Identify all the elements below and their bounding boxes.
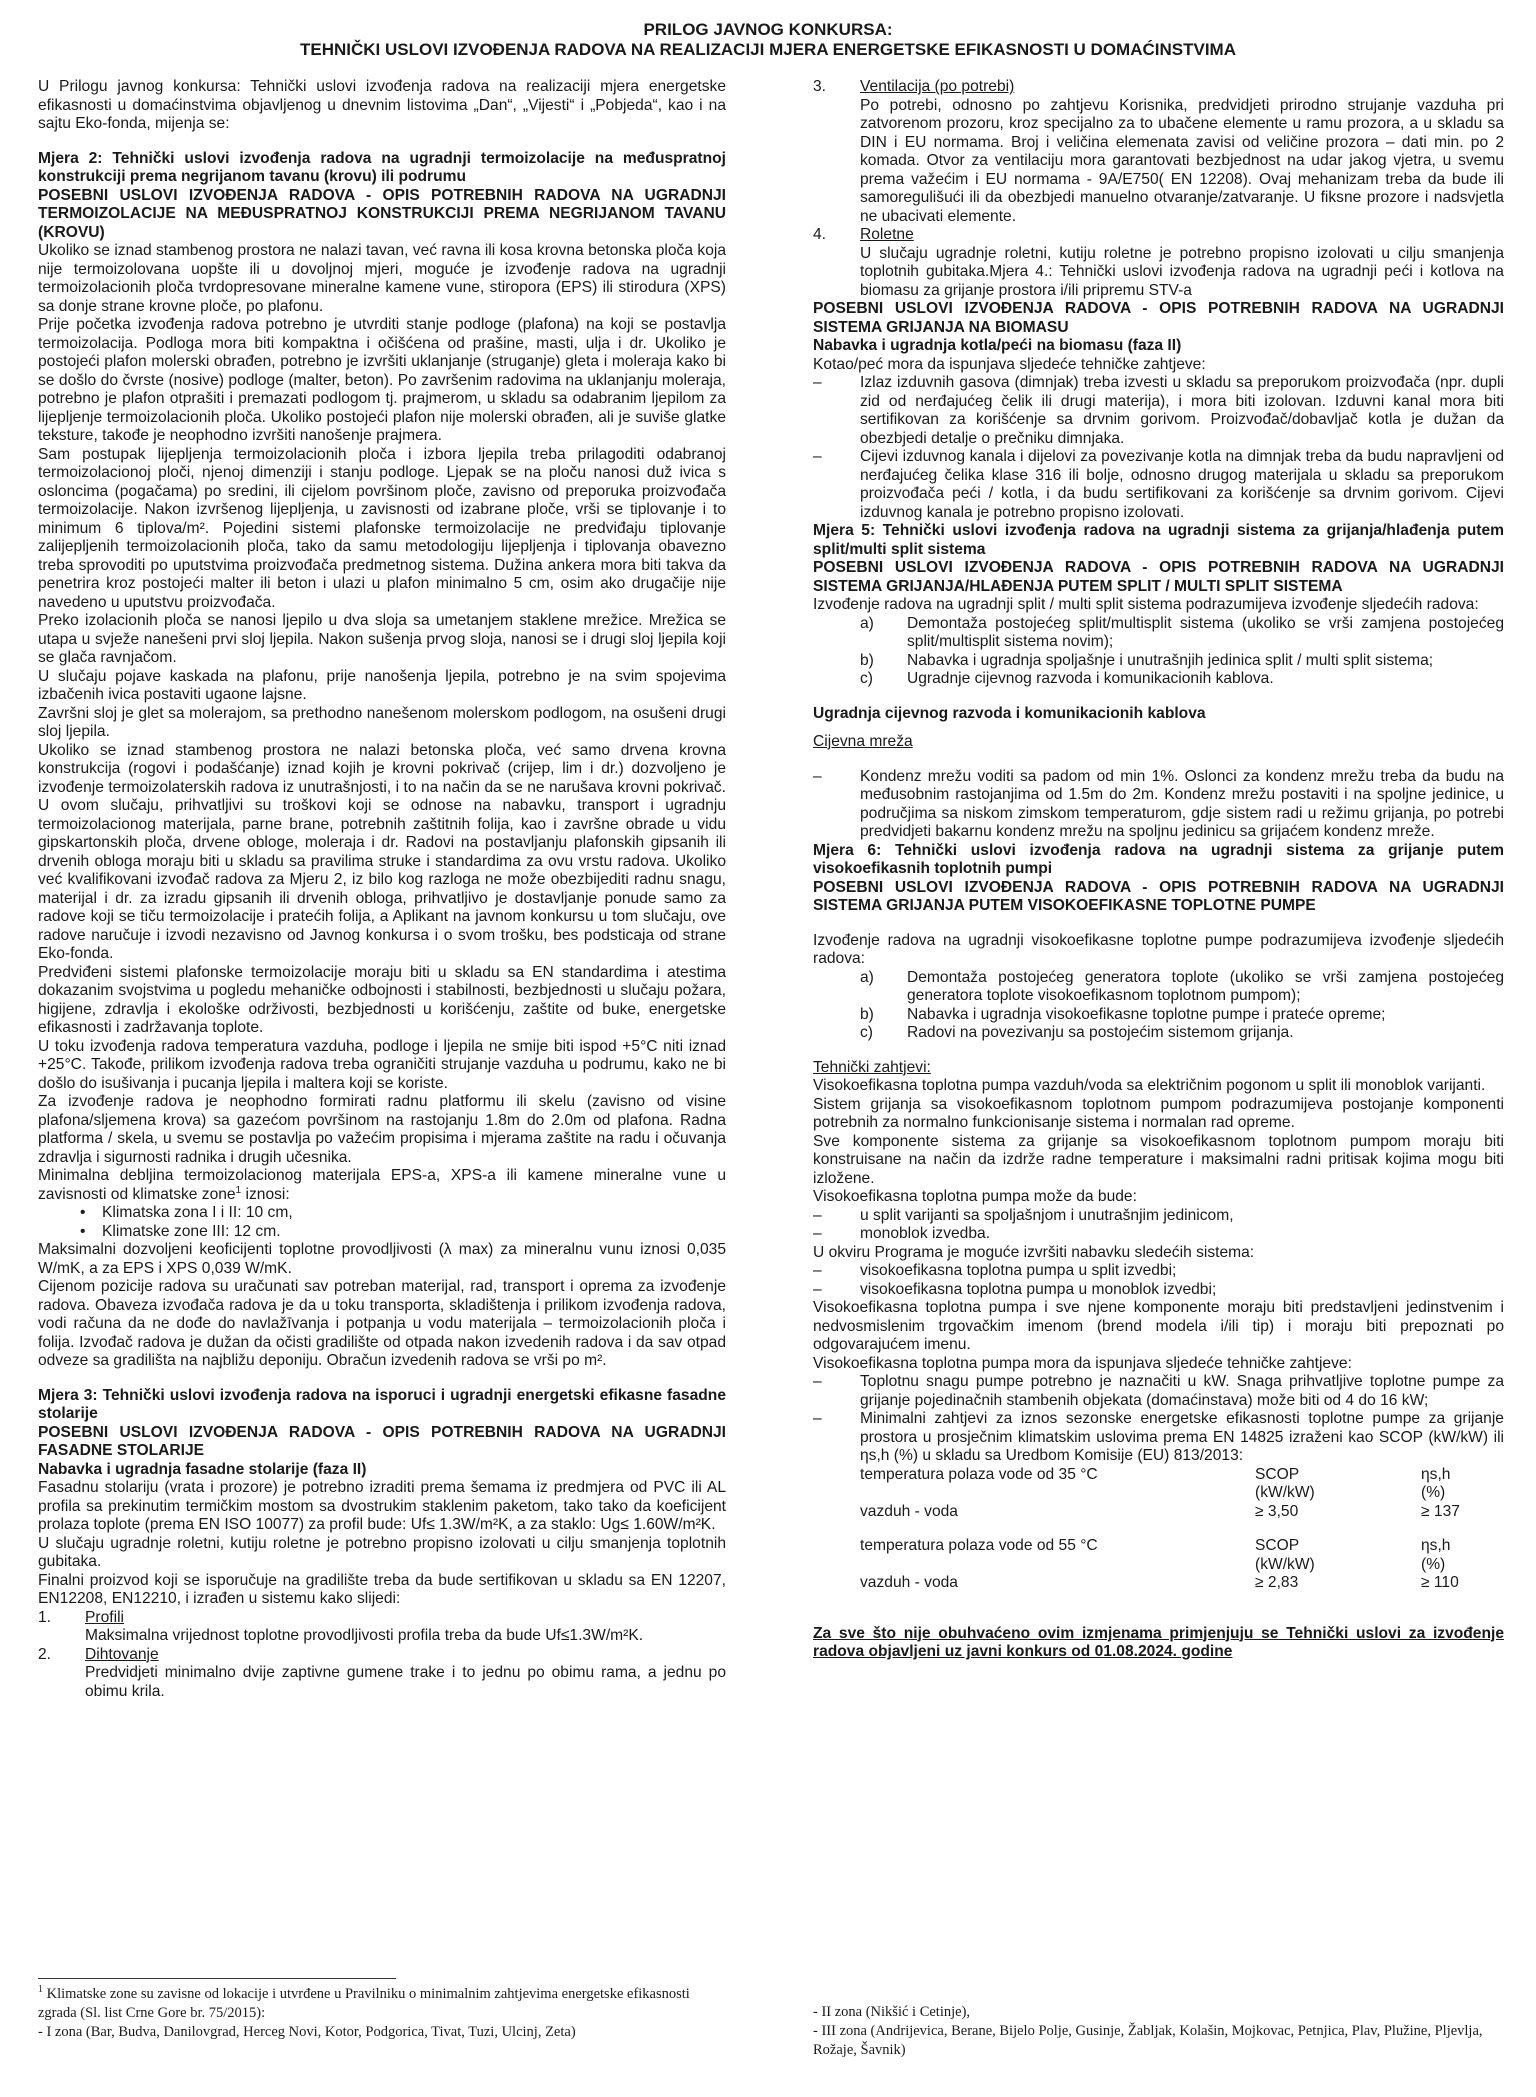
lettered-item: a) Demontaža postojećeg split/multisplit sistema (ukoliko se vrši zamjena postojećeg split/multisplit sistema novim); [860, 614, 1504, 650]
right-column [813, 78, 1504, 1662]
measure-4-phase: Nabavka i ugradnja kotla/peći na biomasu (faza II) [813, 337, 1182, 354]
item-title: Roletne [860, 226, 914, 243]
bullet-item: • Klimatska zona I i II: 10 cm, [80, 1204, 293, 1221]
install-title: Ugradnja cijevnog razvoda i komunikacionih kablova [813, 704, 1206, 722]
paragraph: U toku izvođenja radova temperatura vazduha, podloge i ljepila ne smije biti ispod +5°C niti iznad +25°C. Takođe, prilikom izvođenja radova treba ograničiti strujanje vazduha u podrumu, kako ne bi došlo do isušivanja i pucanja ljepila i maltera koji se koriste. [38, 1037, 726, 1092]
dash-item: – monoblok izvedba. [813, 1225, 991, 1242]
lettered-item: a) Demontaža postojećeg generatora toplote (ukoliko se vrši zamjena postojećeg generatora toplote visokoefikasnom toplotnom pumpom); [860, 968, 1504, 1004]
paragraph: Kotao/peć mora da ispunjava sljedeće tehničke zahtjeve: [813, 355, 1206, 373]
document-header [0, 20, 1536, 60]
dash-icon: – [813, 1410, 822, 1427]
paragraph: Prije početka izvođenja radova potrebno je utvrditi stanje podloge (plafona) na koji se postavlja termoizolacija. Podloga mora biti kompaktna i očišćena od prašine, masti, ulja i dr. Ukoliko je postojeći plafon molerski obrađen, potrebno je izvršiti uklanjanje (struganje) gleta i moleraja kako bi se došlo do čvrste (nosive) podloge (malter, beton). Po završenim radovima na uklanjanju moleraja, potrebno je plafon otprašiti i premazati podlogom tj. prajmerom, u skladu sa odabranim ljepilom za lijepljenje termoizolacionih ploča. Ukoliko postojeći plafon nije molerski obrađen, ali je suviše glatke teksture, takođe je neophodno izvršiti nanošenje prajmera. [38, 316, 726, 444]
paragraph: Preko izolacionih ploča se nanosi ljepilo u dva sloja sa umetanjem staklene mrežice. Mrežica se utapa u svježe nanešeni prvi sloj ljepila. Nakon sušenja prvog sloja, nanosi se i drugi sloj ljepila koji se glača ravnjačom. [38, 612, 726, 666]
paragraph: Visokoefikasna toplotna pumpa vazduh/voda sa električnim pogonom u split ili monoblok varijanti. [813, 1077, 1486, 1094]
measure-3-subtitle: POSEBNI USLOVI IZVOĐENJA RADOVA - OPIS POTREBNIH RADOVA NA UGRADNJI FASADNE STOLARIJE [38, 1423, 726, 1459]
numbered-item: 2. Dihtovanje Predvidjeti minimalno dvije zaptivne gumene trake i to jednu po obimu rama, a jednu po obimu krila. [38, 1645, 726, 1700]
measure-4-subtitle: POSEBNI USLOVI IZVOĐENJA RADOVA - OPIS POTREBNIH RADOVA NA UGRADNJI SISTEMA GRIJANJA NA BIOMASU [813, 300, 1504, 336]
measure-5-subtitle: POSEBNI USLOVI IZVOĐENJA RADOVA - OPIS POTREBNIH RADOVA NA UGRADNJI SISTEMA GRIJANJA/HLAĐENJA PUTEM SPLIT / MULTI SPLIT SISTEMA [813, 559, 1504, 595]
dash-icon: – [813, 374, 822, 391]
dash-icon: – [813, 1280, 822, 1298]
item-title: Dihtovanje [85, 1645, 159, 1663]
dash-item: – Kondenz mrežu voditi sa padom od min 1%. Oslonci za kondenz mrežu treba da budu na međusobnim rastojanjima od 1.5m do 2m. Kondenz mrežu postaviti i na spoljne jedinice, u područjima sa niskom zimskom temperaturom, gdje sistem radi u režimu grijanja, po potrebi predvidjeti bakarnu kondenz mrežu na spoljnu jedinicu sa grijaćem kondenz mreže. [813, 767, 1504, 840]
pipe-network-title: Cijevna mreža [813, 733, 913, 750]
dash-icon: – [813, 1206, 822, 1224]
item-title: Ventilacija (po potrebi) [860, 78, 1015, 95]
paragraph: Maksimalni dozvoljeni keoficijenti toplotne provodljivosti (λ max) za mineralnu vunu iznosi 0,035 W/mK, a za EPS i XPS 0,039 W/mK. [38, 1241, 726, 1277]
dash-icon: – [813, 767, 822, 785]
paragraph: Cijenom pozicije radova su uračunati sav potreban materijal, rad, transport i oprema za izvođenje radova. Obaveza izvođača radova je da u toku transporta, skladištenja i prilikom izvođenja radova, vodi računa da ne dođe do navlažīvanja i potpanja u vodu materijala – termoizolacionih ploča i folija. Izvođač radova je dužan da očisti gradilište od otpada nakon izvedenih radova i da sav otpad odveze sa gradilišta na najbližu deponiju. Obračun izvedenih radova se vrši po m². [38, 1278, 726, 1369]
paragraph: Sve komponente sistema za grijanje sa visokoefikasnom toplotnom pumpom moraju biti konstruisane na način da izdrže radne temperature i maksimalni radni pritisak kojima mogu biti izložene. [813, 1132, 1504, 1187]
paragraph: Ukoliko se iznad stambenog prostora ne nalazi tavan, već ravna ili kosa krovna betonska ploča koja nije termoizolovana uopšte ili u dovoljnoj mjeri, moguće je izvođenje radova na ugradnji termoizolacionih ploča tvrdopresovane mineralne kamene vune, stiropora (EPS) ili stirodura (XPS) sa donje strane krovne ploče, po plafonu. [38, 242, 726, 315]
dash-item: – visokoefikasna toplotna pumpa u monoblok izvedbi; [813, 1280, 1217, 1298]
paragraph-thickness: Minimalna debljina termoizolacionog materijala EPS-a, XPS-a ili kamene mineralne vune u zavisnosti od klimatske zone$^1$ iznosi: [38, 1167, 726, 1203]
paragraph: Visokoefikasna toplotna pumpa i sve njene komponente moraju biti predstavljeni jedinstvenim i nedvosmislenim trgovačkim imenom (brend modela i/ili tip) i moraju biti prepoznati po odgovarajućem imenu. [813, 1299, 1504, 1353]
scop-table-35: temperatura polaza vode od 35 °C SCOP ηs,h (kW/kW) (%) vazduh - voda ≥ 3,50 ≥ 137 [860, 1465, 1460, 1520]
footnote-right: - II zona (Nikšić i Cetinje), - III zona (Andrijevica, Berane, Bijelo Polje, Gusinje, Žabljak, Kolašin, Mojkovac, Petnjica, Plav, Plužine, Pljevlja, Rožaje, Šavnik) [813, 2004, 1483, 2058]
tech-req-title: Tehnički zahtjevi: [813, 1058, 931, 1076]
paragraph: Sistem grijanja sa visokoefikasnom toplotnom pumpom podrazumijeva postojanje komponenti potrebnih za normalno funkcionisanje sistema i normalan rad opreme. [813, 1095, 1504, 1131]
closing-note: Za sve što nije obuhvaćeno ovim izmjenama primjenjuju se Tehnički uslovi za izvođenje radova objavljeni uz javni konkurs od 01.08.2024. godine [813, 1624, 1504, 1660]
numbered-item: 4. Roletne U slučaju ugradnje roletni, kutiju roletne je potrebno propisno izolovati u cilju smanjenja toplotnih gubitaka.Mjera 4.: Tehnički uslovi izvođenja radova na ugradnji peći i kotlova na biomasu za grijanje prostora i/ili pripremu STV-a [813, 226, 1504, 299]
left-column [38, 78, 726, 1701]
measure-6-title: Mjera 6: Tehnički uslovi izvođenja radova na ugradnji sistema za grijanje putem visokoefikasnih toplotnih pumpi [813, 841, 1504, 877]
paragraph: U okviru Programa je moguće izvršiti nabavku sledećih sistema: [813, 1243, 1255, 1261]
lettered-item: c) Ugradnje cijevnog razvoda i komunikacionih kablova. [860, 670, 1274, 687]
header-line-1: PRILOG JAVNOG KONKURSA: [643, 20, 893, 39]
dash-item: – u split varijanti sa spoljašnjom i unutrašnjim jedinicom, [813, 1206, 1234, 1224]
bullet-icon: • [80, 1204, 86, 1221]
dash-item: – Cijevi izduvnog kanala i dijelovi za povezivanje kotla na dimnjak treba da budu napravljeni od nerđajućeg čelika klase 316 ili bolje, odnosno drugog materijala u skladu sa preporukom proizvođača peći / kotla, i da budu sertifikovani za korišćenje sa drvnim gorivom. Cijevi izduvnog kanala je potrebno propisno izolovati. [813, 448, 1504, 521]
measure-3-phase: Nabavka i ugradnja fasadne stolarije (faza II) [38, 1460, 367, 1478]
paragraph: Sam postupak lijepljenja termoizolacionih ploča i izbora ljepila treba prilagoditi odabranoj termoizolacionoj ploči, njenoj dimenziji i stanju podloge. Ljepak se na ploču nanosi duž ivica s osloncima (pogačama) po sredini, ili cijelom površinom ploče, zavisno od preporuka proizvođača termoizolacije. Nakon izvršenog lijepljenja, u zavisnosti od izabrane ploče, vrši se tiplovanje i to minimum 6 tiplova/m². Pojedini sistemi plafonske termoizolacije ne predviđaju tiplovanje zalijepljenih termoizolacionih ploča, tako da samu metodologiju lijepljenja i tiplovanja obavezno treba sprovoditi po uputstvima proizvođača predmetnog sistema. Dužina ankera mora biti takva da penetrira kroz postojeći malter ili beton i ulazi u plafon minimalno 5 cm, osim ako drugačije nije navedeno u uputstvu proizvođača. [38, 445, 726, 611]
lettered-item: b) Nabavka i ugradnja visokoefikasne toplotne pumpe i prateće opreme; [860, 1005, 1386, 1023]
measure-6-subtitle: POSEBNI USLOVI IZVOĐENJA RADOVA - OPIS POTREBNIH RADOVA NA UGRADNJI SISTEMA GRIJANJA PUTEM VISOKOEFIKASNE TOPLOTNE PUMPE [813, 878, 1504, 914]
paragraph: Izvođenje radova na ugradnji visokoefikasne toplotne pumpe podrazumijeva izvođenje sljedećih radova: [813, 931, 1504, 967]
scop-table-55: temperatura polaza vode od 55 °C SCOP ηs,h (kW/kW) (%) vazduh - voda ≥ 2,83 ≥ 110 [860, 1537, 1459, 1591]
paragraph: Završni sloj je glet sa molerajom, sa prethodno nanešenom molerskom podlogom, na osušeni drugi sloj ljepila. [38, 704, 726, 740]
measure-3-title: Mjera 3: Tehnički uslovi izvođenja radova na isporuci i ugradnji energetski efikasne fasadne stolarije [38, 1386, 726, 1422]
paragraph: Finalni proizvod koji se isporučuje na gradilište treba da bude sertifikovan u skladu sa EN 12207, EN12208, EN12210, i izrađen u sistemu kako slijedi: [38, 1571, 726, 1607]
numbered-item: 3. Ventilacija (po potrebi) Po potrebi, odnosno po zahtjevu Korisnika, predvidjeti prirodno strujanje vazduha pri zatvorenom prozoru, kroz specijalno za to ubačene elemente u ramu prozora, a u skladu sa DIN i EU normama. Broj i veličina elemenata zavisi od veličine prozora – dati min. po 2 komada. Otvor za ventilaciju mora garantovati bezbjednost na udar jakog vjetra, u svemu prema važećim i EU normama - 9A/E750( EN 12208). Ovaj mehanizam treba da bude ili samoregulišući ili da obezbjedi manuelno otvaranje/zatvaranje. U fiksne prozore i nadsvjetla ne ubacivati elemente. [813, 78, 1504, 225]
paragraph: U slučaju pojave kaskada na plafonu, prije nanošenja ljepila, potrebno je na svim spojevima izbačenih ivica postaviti ugaone lajsne. [38, 667, 726, 703]
footnote-ref: 1 [235, 1184, 242, 1196]
dash-item: – visokoefikasna toplotna pumpa u split izvedbi; [813, 1262, 1177, 1279]
paragraph: Ukoliko se iznad stambenog prostora ne nalazi betonska ploča, već samo drvena krovna konstrukcija (rogovi i podašćanje) iznad kojih je krovni pokrivač (crijep, lim i dr.) dozvoljeno je izvođenje termoizolaterskih radova iz unutrašnjosti, i to na način da se ne narušava krovni pokrivač. U ovom slučaju, prihvatljivi su troškovi koji se odnose na nabavku, transport i ugradnju termoizolacionog materijala, parne brane, potrebnih zaštitnih folija, kao i završne obrade u vidu gipskartonskih ploča, drvene obloge, moleraja i dr. Radovi na postavljanju plafonskih gipsanih ili drvenih obloga moraju biti u skladu sa pravilima struke i standardima za ovu vrstu radova. Ukoliko već kvalifikovani izvođač radova za Mjeru 2, iz bilo kog razloga ne može obezbijediti radnu snagu, materijal i dr. za izradu gipsanih ili drvenih obloga, prihvatljivo je dostavljanje ponude samo za radove koji se tiču termoizolacije i pratećih folija, a Aplikant na javnom konkursu u tom slučaju, ove radove naručuje i izvodi nezavisno od Javnog konkursa i o svom trošku, bes podsticaja od strane Eko-fonda. [38, 741, 726, 962]
intro-paragraph: U Prilogu javnog konkursa: Tehnički uslovi izvođenja radova na realizaciji mjera energetske efikasnosti u domaćinstvima objavljenog u dnevnim listovima „Dan“, „Vijesti“ i „Pobjeda“, kao i na sajtu Eko-fonda, mijenja se: [38, 78, 726, 132]
paragraph: U slučaju ugradnje roletni, kutiju roletne je potrebno propisno izolovati u cilju smanjenja toplotnih gubitaka. [38, 1534, 726, 1570]
paragraph: Predviđeni sistemi plafonske termoizolacije moraju biti u skladu sa EN standardima i atestima dokazanim svojstvima u pogledu mehaničke odbojnosti i stabilnosti, bezbjednosti u slučaju požara, higijene, zdravlja i ekološke održivosti, bezbjednosti u korišćenju, zaštite od buke, energetske efikasnosti i zadržavanja toplote. [38, 963, 726, 1036]
dash-icon: – [813, 1262, 822, 1279]
paragraph: Fasadnu stolariju (vrata i prozore) je potrebno izraditi prema šemama iz predmjera od PVC ili AL profila sa prekinutim termičkim mostom sa dvostrukim staklenim paketom, tako tako da koeficijent prolaza toplote (prema EN ISO 10077) za profil bude: Uf≤ 1.3W/m²K, a za staklo: Ug≤ 1.60W/m²K. [38, 1479, 726, 1533]
paragraph: Izvođenje radova na ugradnji split / multi split sistema podrazumijeva izvođenje sljedećih radova: [813, 596, 1479, 613]
bullet-icon: • [80, 1222, 86, 1240]
footnote-left: $^1$ Klimatske zone su zavisne od lokacije i utvrđene u Pravilniku o minimalnim zahtjevima energetske efikasnosti zgrada (Sl. list Crne Gore br. 75/2015): - I zona (Bar, Budva, Danilovgrad, Herceg Novi, Kotor, Podgorica, Tivat, Tuzi, Ulcinj, Zeta) [38, 1984, 690, 2040]
item-title: Profili [85, 1608, 124, 1626]
dash-item: – Minimalni zahtjevi za iznos sezonske energetske efikasnosti toplotne pumpe za grijanje prostora u prosječnim klimatskim uslovima prema EN 14825 izraženi kao SCOP (kW/kW) ili ηs,h (%) u skladu sa Uredbom Komisije (EU) 813/2013: [813, 1410, 1504, 1464]
header-line-2: TEHNIČKI USLOVI IZVOĐENJA RADOVA NA REALIZACIJI MJERA ENERGETSKE EFIKASNOSTI U DOMAĆINSTVIMA [299, 40, 1236, 59]
lettered-item: c) Radovi na povezivanju sa postojećim sistemom grijanja. [860, 1024, 1294, 1041]
paragraph: Visokoefikasna toplotna pumpa mora da ispunjava sljedeće tehničke zahtjeve: [813, 1354, 1352, 1372]
dash-item: – Toplotnu snagu pumpe potrebno je naznačiti u kW. Snaga prihvatljive toplotne pumpe za grijanje pojedinačnih stambenih objekata (domaćinstava) može biti od 4 do 16 kW; [813, 1373, 1504, 1409]
footnote-divider [38, 1978, 396, 1979]
dash-icon: – [813, 1225, 822, 1242]
bullet-item: • Klimatske zone III: 12 cm. [80, 1222, 281, 1240]
paragraph: Visokoefikasna toplotna pumpa može da bude: [813, 1188, 1137, 1205]
dash-item: – Izlaz izduvnih gasova (dimnjak) treba izvesti u skladu sa preporukom proizvođača (npr. dupli zid od nerđajućeg čelik ili drugi materija), i mora biti izolovan. Izduvni kanal mora biti sertifikovan za korišćenje sa drvnim gorivom. Proizvođač/dobavljač kotla je dužan da obezbjedi detalje o prečniku dimnjaka. [813, 374, 1504, 447]
lettered-item: b) Nabavka i ugradnja spoljašnje i unutrašnjih jedinica split / multi split sistema; [860, 651, 1434, 669]
dash-icon: – [813, 448, 822, 465]
dash-icon: – [813, 1373, 822, 1390]
measure-2-subtitle: POSEBNI USLOVI IZVOĐENJA RADOVA - OPIS POTREBNIH RADOVA NA UGRADNJI TERMOIZOLACIJE NA MEĐUSPRATNOJ KONSTRUKCIJI PREMA NEGRIJANOM TAVANU (KROVU) [38, 186, 726, 241]
measure-2-title: Mjera 2: Tehnički uslovi izvođenja radova na ugradnji termoizolacije na međuspratnoj konstrukciji prema negrijanom tavanu (krovu) ili podrumu [38, 149, 726, 185]
numbered-item: 1. Profili Maksimalna vrijednost toplotne provodljivosti profila treba da bude Uf≤1.3W/m²K. [38, 1609, 726, 1646]
paragraph: Za izvođenje radova je neophodno formirati radnu platformu ili skelu (zavisno od visine plafona/sljemena krova) sa gazećom površinom na rastojanju 1.8m do 2.0m od plafona. Radna platforma / skela, u svemu se postavlja po važećim propisima i mjerama zaštite na radu i očuvanja zdravlja i sigurnosti radnika i drugih učesnika. [38, 1093, 726, 1166]
measure-5-title: Mjera 5: Tehnički uslovi izvođenja radova na ugradnji sistema za grijanja/hlađenja putem split/multi split sistema [813, 522, 1504, 558]
